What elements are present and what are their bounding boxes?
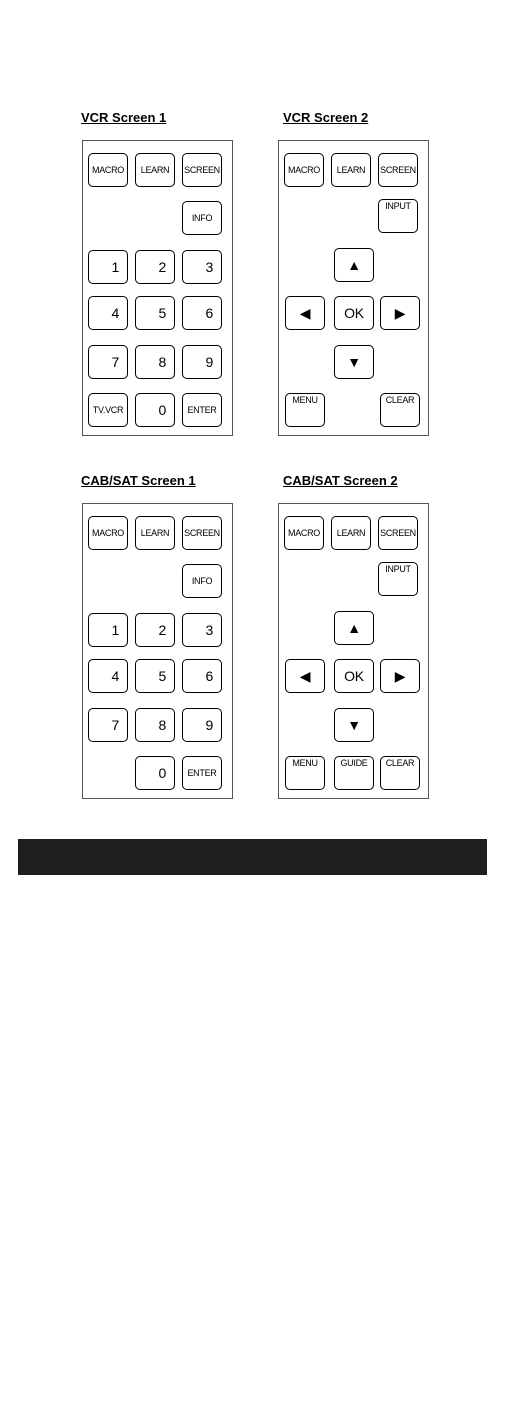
ok-key[interactable]: OK xyxy=(334,659,374,693)
learn-key[interactable]: LEARN xyxy=(331,516,371,550)
menu-key[interactable]: MENU xyxy=(285,756,325,790)
input-key[interactable]: INPUT xyxy=(378,562,418,596)
section-header-bar xyxy=(18,839,487,875)
learn-key[interactable]: LEARN xyxy=(331,153,371,187)
info-key[interactable]: INFO xyxy=(182,564,222,598)
key-3[interactable]: 3 xyxy=(182,250,222,284)
ok-key[interactable]: OK xyxy=(334,296,374,330)
info-key[interactable]: INFO xyxy=(182,201,222,235)
key-6[interactable]: 6 xyxy=(182,659,222,693)
key-8[interactable]: 8 xyxy=(135,708,175,742)
up-arrow-icon[interactable]: ▲ xyxy=(334,248,374,282)
vcr-screen-1-title: VCR Screen 1 xyxy=(81,110,167,125)
key-1[interactable]: 1 xyxy=(88,250,128,284)
key-1[interactable]: 1 xyxy=(88,613,128,647)
input-key[interactable]: INPUT xyxy=(378,199,418,233)
key-2[interactable]: 2 xyxy=(135,250,175,284)
macro-key[interactable]: MACRO xyxy=(88,153,128,187)
key-6[interactable]: 6 xyxy=(182,296,222,330)
screen-key[interactable]: SCREEN xyxy=(378,153,418,187)
guide-key[interactable]: GUIDE xyxy=(334,756,374,790)
vcr-screen-2-panel xyxy=(278,140,429,436)
down-arrow-icon[interactable]: ▼ xyxy=(334,708,374,742)
key-0[interactable]: 0 xyxy=(135,756,175,790)
vcr-screen-2-title: VCR Screen 2 xyxy=(283,110,369,125)
key-2[interactable]: 2 xyxy=(135,613,175,647)
screen-key[interactable]: SCREEN xyxy=(378,516,418,550)
cab-sat-screen-2-panel xyxy=(278,503,429,799)
key-7[interactable]: 7 xyxy=(88,345,128,379)
clear-key[interactable]: CLEAR xyxy=(380,393,420,427)
cab-sat-screen-1-title: CAB/SAT Screen 1 xyxy=(81,473,196,488)
cab-sat-screen-2-title: CAB/SAT Screen 2 xyxy=(283,473,398,488)
down-arrow-icon[interactable]: ▼ xyxy=(334,345,374,379)
key-9[interactable]: 9 xyxy=(182,708,222,742)
up-arrow-icon[interactable]: ▲ xyxy=(334,611,374,645)
key-8[interactable]: 8 xyxy=(135,345,175,379)
macro-key[interactable]: MACRO xyxy=(88,516,128,550)
clear-key[interactable]: CLEAR xyxy=(380,756,420,790)
key-0[interactable]: 0 xyxy=(135,393,175,427)
macro-key[interactable]: MACRO xyxy=(284,516,324,550)
enter-key[interactable]: ENTER xyxy=(182,756,222,790)
key-3[interactable]: 3 xyxy=(182,613,222,647)
left-arrow-icon[interactable]: ◀ xyxy=(285,296,325,330)
menu-key[interactable]: MENU xyxy=(285,393,325,427)
key-7[interactable]: 7 xyxy=(88,708,128,742)
key-5[interactable]: 5 xyxy=(135,659,175,693)
key-9[interactable]: 9 xyxy=(182,345,222,379)
learn-key[interactable]: LEARN xyxy=(135,516,175,550)
key-4[interactable]: 4 xyxy=(88,296,128,330)
macro-key[interactable]: MACRO xyxy=(284,153,324,187)
screen-key[interactable]: SCREEN xyxy=(182,516,222,550)
key-5[interactable]: 5 xyxy=(135,296,175,330)
right-arrow-icon[interactable]: ▶ xyxy=(380,296,420,330)
vcr-screen-1-panel xyxy=(82,140,233,436)
left-arrow-icon[interactable]: ◀ xyxy=(285,659,325,693)
cab-sat-screen-1-panel xyxy=(82,503,233,799)
key-4[interactable]: 4 xyxy=(88,659,128,693)
tv-vcr-key[interactable]: TV.VCR xyxy=(88,393,128,427)
enter-key[interactable]: ENTER xyxy=(182,393,222,427)
screen-key[interactable]: SCREEN xyxy=(182,153,222,187)
learn-key[interactable]: LEARN xyxy=(135,153,175,187)
right-arrow-icon[interactable]: ▶ xyxy=(380,659,420,693)
